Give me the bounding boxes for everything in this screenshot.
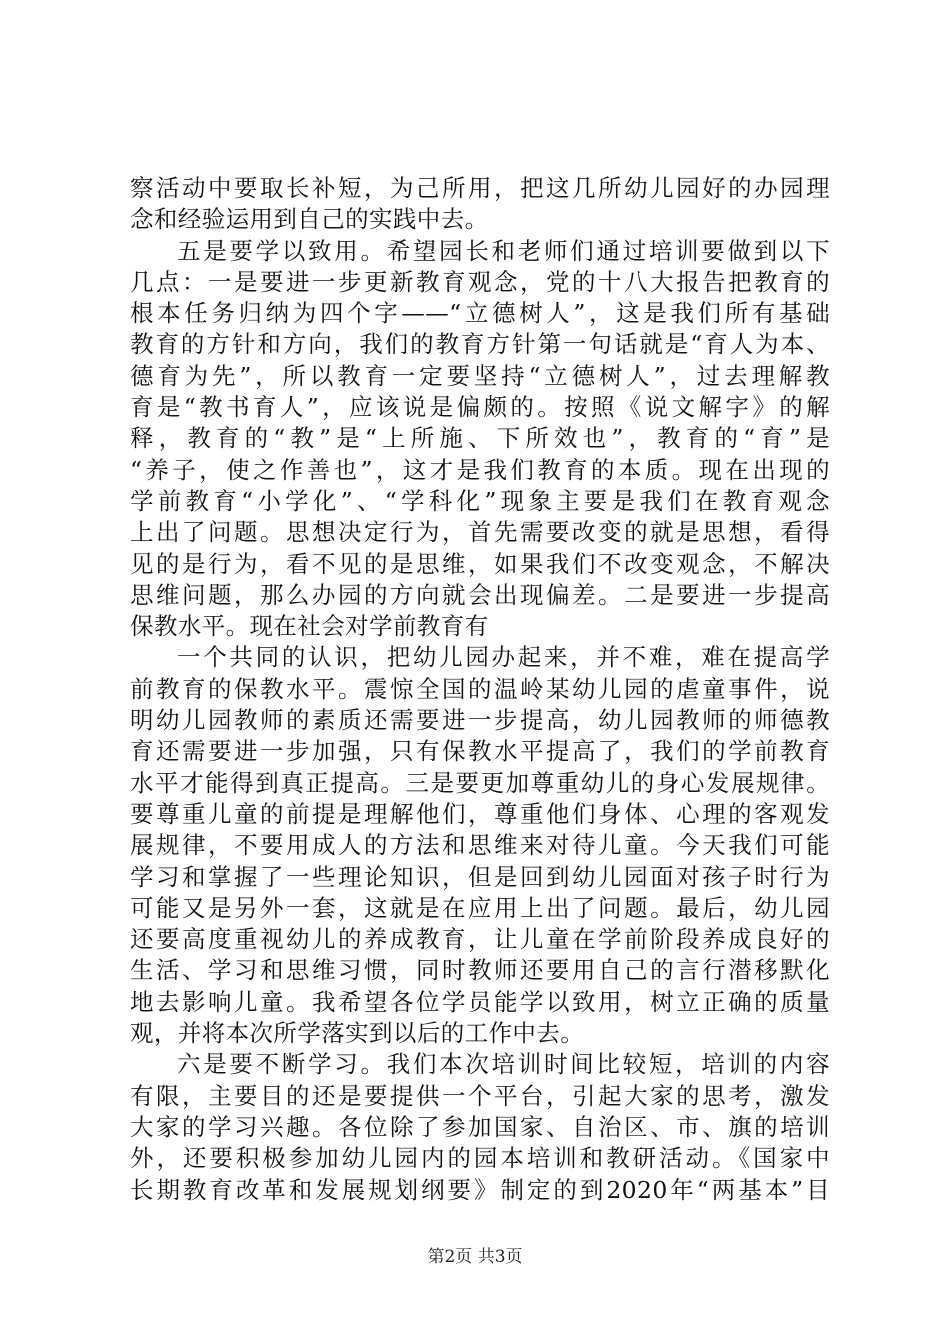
text-line: 释，教育的“教”是“上所施、下所效也”，教育的“育”是 <box>130 424 830 453</box>
text-line: 育还需要进一步加强，只有保教水平提高了，我们的学前教育 <box>130 737 830 766</box>
text-line: 生活、学习和思维习惯，同时教师还要用自己的言行潜移默化 <box>130 956 830 985</box>
text-line: 水平才能得到真正提高。三是要更加尊重幼儿的身心发展规律。 <box>130 768 830 797</box>
paragraph <box>130 1049 830 1205</box>
text-line: 还要高度重视幼儿的养成教育，让儿童在学前阶段养成良好的 <box>130 925 830 954</box>
document-body <box>130 173 830 1206</box>
text-line: 地去影响儿童。我希望各位学员能学以致用，树立正确的质量 <box>130 987 830 1016</box>
text-line: 念和经验运用到自己的实践中去。 <box>130 205 489 234</box>
text-line: 观，并将本次所学落实到以后的工作中去。 <box>130 1019 585 1048</box>
text-line: “养子，使之作善也”，这才是我们教育的本质。现在出现的 <box>130 455 830 484</box>
text-line: 教育的方针和方向，我们的教育方针第一句话就是“育人为本、 <box>130 330 830 359</box>
text-line: 五是要学以致用。希望园长和老师们通过培训要做到以下 <box>177 236 830 265</box>
paragraph <box>130 236 830 643</box>
text-line: 明幼儿园教师的素质还需要进一步提高，幼儿园教师的师德教 <box>130 706 830 735</box>
text-line: 育是“教书育人”，应该说是偏颇的。按照《说文解字》的解 <box>130 393 830 422</box>
text-line: 见的是行为，看不见的是思维，如果我们不改变观念，不解决 <box>130 549 830 578</box>
paragraph <box>130 173 830 236</box>
text-line: 察活动中要取长补短，为己所用，把这几所幼儿园好的办园理 <box>130 174 830 202</box>
text-line: 六是要不断学习。我们本次培训时间比较短，培训的内容 <box>177 1050 830 1079</box>
text-line: 学前教育“小学化”、“学科化”现象主要是我们在教育观念 <box>130 486 830 515</box>
text-line: 德育为先”，所以教育一定要坚持“立德树人”，过去理解教 <box>130 361 830 390</box>
text-line: 大家的学习兴趣。各位除了参加国家、自治区、市、旗的培训 <box>130 1112 830 1141</box>
text-line: 前教育的保教水平。震惊全国的温岭某幼儿园的虐童事件，说 <box>130 674 830 703</box>
text-line: 外，还要积极参加幼儿园内的园本培训和教研活动。《国家中 <box>130 1144 830 1173</box>
paragraph <box>130 642 830 1049</box>
text-line: 保教水平。现在社会对学前教育有 <box>130 612 489 641</box>
text-line: 要尊重儿童的前提是理解他们，尊重他们身体、心理的客观发 <box>130 799 830 828</box>
page-number: 第2页 共3页 <box>427 1247 523 1267</box>
text-line: 根本任务归纳为四个字——“立德树人”，这是我们所有基础 <box>130 299 830 328</box>
text-line: 长期教育改革和发展规划纲要》制定的到2020年“两基本”目 <box>130 1175 830 1204</box>
text-line: 上出了问题。思想决定行为，首先需要改变的就是思想，看得 <box>130 518 830 547</box>
text-line: 学习和掌握了一些理论知识，但是回到幼儿园面对孩子时行为 <box>130 862 830 891</box>
text-line: 一个共同的认识，把幼儿园办起来，并不难，难在提高学 <box>177 643 830 672</box>
text-line: 展规律，不要用成人的方法和思维来对待儿童。今天我们可能 <box>130 831 830 860</box>
text-line: 几点：一是要进一步更新教育观念，党的十八大报告把教育的 <box>130 267 830 296</box>
text-line: 有限，主要目的还是要提供一个平台，引起大家的思考，激发 <box>130 1081 830 1110</box>
text-line: 思维问题，那么办园的方向就会出现偏差。二是要进一步提高 <box>130 580 830 609</box>
text-line: 可能又是另外一套，这就是在应用上出了问题。最后，幼儿园 <box>130 893 830 922</box>
page-footer <box>0 1246 950 1268</box>
